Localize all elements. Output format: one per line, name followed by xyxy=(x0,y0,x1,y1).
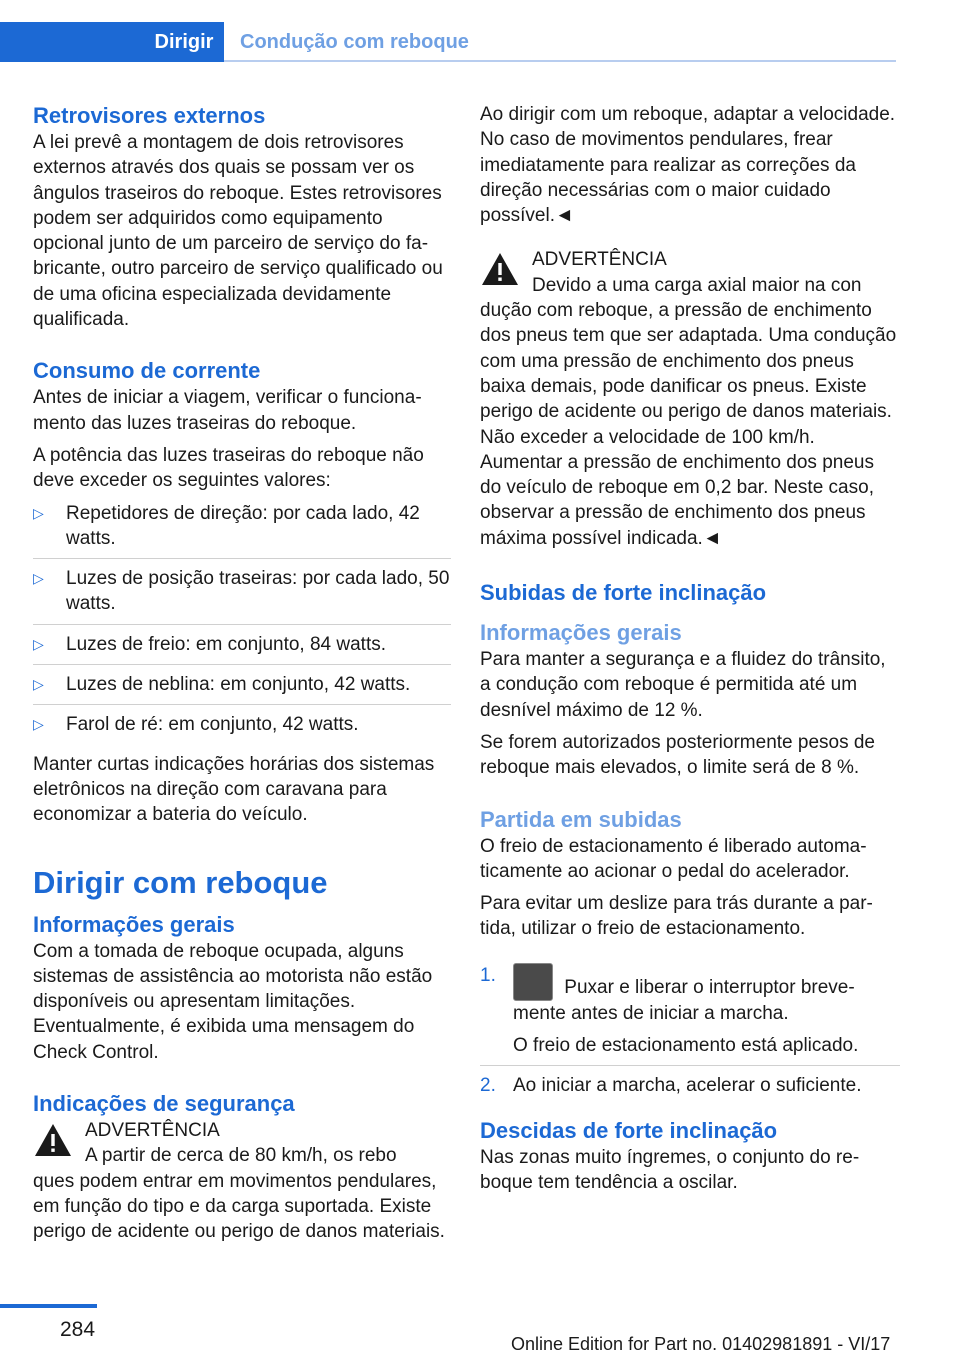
footer-divider xyxy=(0,1304,97,1308)
consumo-text-1: Antes de iniciar a viagem, verificar o funcionamento das luzes traseiras do reboque. xyxy=(33,387,422,434)
triangle-bullet-icon: ▷ xyxy=(33,504,44,521)
partida-text-2: Para evitar um deslize para trás durante a partida, utilizar o freio de estacionamento. xyxy=(480,893,873,940)
list-item: ▷ Luzes de neblina: em conjunto, 42 watts. xyxy=(33,672,451,705)
right-column xyxy=(480,102,900,1202)
info-text: Com a tomada de reboque ocupada, alguns sistemas de assistência ao motorista não estão disponíveis ou apresentam limitações. Eventualmente, é exibida uma mensagem do Check Control. xyxy=(33,940,433,1063)
list-item: ▷ Farol de ré: em conjunto, 42 watts. xyxy=(33,712,451,744)
header-divider xyxy=(224,60,896,62)
subidas-heading: Subidas de forte inclinação xyxy=(480,580,767,606)
step-subtext: O freio de estacionamento está aplicado. xyxy=(513,1035,859,1057)
tab-dirigir[interactable]: Dirigir xyxy=(144,22,224,62)
step-item xyxy=(480,963,900,1067)
partida-heading: Partida em subidas xyxy=(480,806,682,832)
triangle-bullet-icon: ▷ xyxy=(33,716,44,733)
warning-text-rest: ques podem entrar em movimentos pendulares, em função do tipo e da carga suportada. Existe perigo de acidente ou perigo de danos materiais. xyxy=(33,1170,445,1243)
continuation-text: Ao dirigir com um reboque, adaptar a velocidade. No caso de movimentos pendulares, frear imediatamente para realizar as correções da direção necessárias com o maior cuidado possível.◄ xyxy=(480,104,896,227)
edition-text: Online Edition for Part no. 01402981891 - VI/17 xyxy=(511,1334,891,1354)
step-text: Puxar e liberar o interruptor brevemente antes de iniciar a marcha. xyxy=(513,976,855,1024)
warning-block xyxy=(480,247,900,551)
left-column xyxy=(33,102,451,1245)
warning-text-first: A partir de cerca de 80 km/h, os rebo xyxy=(85,1145,397,1167)
step-number: 1. xyxy=(480,964,496,986)
tab-section[interactable]: Condução com reboque xyxy=(240,30,469,53)
warning-label: ADVERTÊNCIA xyxy=(532,249,667,271)
triangle-bullet-icon: ▷ xyxy=(33,570,44,587)
warning-triangle-icon xyxy=(33,1122,73,1158)
descidas-heading: Descidas de forte inclinação xyxy=(480,1117,778,1143)
page-number: 284 xyxy=(60,1318,96,1341)
step-number: 2. xyxy=(480,1075,496,1097)
warning-triangle-icon xyxy=(480,251,520,287)
consumo-text-3: Manter curtas indicações horárias dos sistemas eletrônicos na direção com caravana para economizar a bateria do veículo. xyxy=(33,753,435,826)
parking-brake-button-icon xyxy=(513,963,553,1001)
steps-list xyxy=(480,963,900,1106)
subidas-info-heading: Informações gerais xyxy=(480,620,682,646)
list-item: ▷ Luzes de freio: em conjunto, 84 watts. xyxy=(33,632,451,665)
page-header xyxy=(0,0,960,64)
step-text: Ao iniciar a marcha, acelerar o suficiente. xyxy=(513,1075,862,1097)
list-item: ▷ Luzes de posição traseiras: por cada lado, 50 watts. xyxy=(33,566,451,625)
consumo-text-2: A potência das luzes traseiras do reboque não deve exceder os seguintes valores: xyxy=(33,444,424,492)
retrovisores-text: A lei prevê a montagem de dois retrovisores externos através dos quais se possam ver os ângulos traseiros do reboque. Estes retrovisores podem ser adquiridos como equipamento opcional junto de um parceiro de serviço do fabricante, outro parceiro de serviço qualificado ou de uma oficina especializada devidamente qualificada. xyxy=(33,132,443,331)
main-heading: Dirigir com reboque xyxy=(33,864,328,900)
list-item: ▷ Repetidores de direção: por cada lado, 42 watts. xyxy=(33,501,451,560)
watts-list xyxy=(33,501,451,745)
warning-label: ADVERTÊNCIA xyxy=(85,1120,220,1142)
triangle-bullet-icon: ▷ xyxy=(33,676,44,693)
partida-text-1: O freio de estacionamento é liberado automaticamente ao acionar o pedal do acelerador. xyxy=(480,835,867,882)
consumo-heading: Consumo de corrente xyxy=(33,358,261,384)
descidas-text: Nas zonas muito íngremes, o conjunto do reboque tem tendência a oscilar. xyxy=(480,1146,860,1193)
seguranca-heading: Indicações de segurança xyxy=(33,1091,295,1117)
step-item xyxy=(480,1073,900,1105)
subidas-info-text-2: Se forem autorizados posteriormente pesos de reboque mais elevados, o limite será de 8 %. xyxy=(480,731,875,779)
info-heading: Informações gerais xyxy=(33,911,235,937)
retrovisores-heading: Retrovisores externos xyxy=(33,103,266,128)
subidas-info-text-1: Para manter a segurança e a fluidez do trânsito, a condução com reboque é permitida até um desnível máximo de 12 %. xyxy=(480,649,886,721)
warning-text-first: Devido a uma carga axial maior na con xyxy=(532,274,862,296)
triangle-bullet-icon: ▷ xyxy=(33,635,44,652)
warning-block xyxy=(33,1118,451,1244)
header-bar xyxy=(0,22,144,62)
warning-text-rest: dução com reboque, a pressão de enchimento dos pneus tem que ser adaptada. Uma condução com uma pressão de enchimento dos pneus baixa demais, pode danificar os pneus. Existe perigo de acidente ou perigo de danos materiais. Não exceder a velocidade de 100 km/h. Aumentar a pressão de enchimento dos pneus do veículo de reboque em 0,2 bar. Neste caso, observar a pressão de enchimento dos pneus máxima possível indicada.◄ xyxy=(480,300,897,549)
